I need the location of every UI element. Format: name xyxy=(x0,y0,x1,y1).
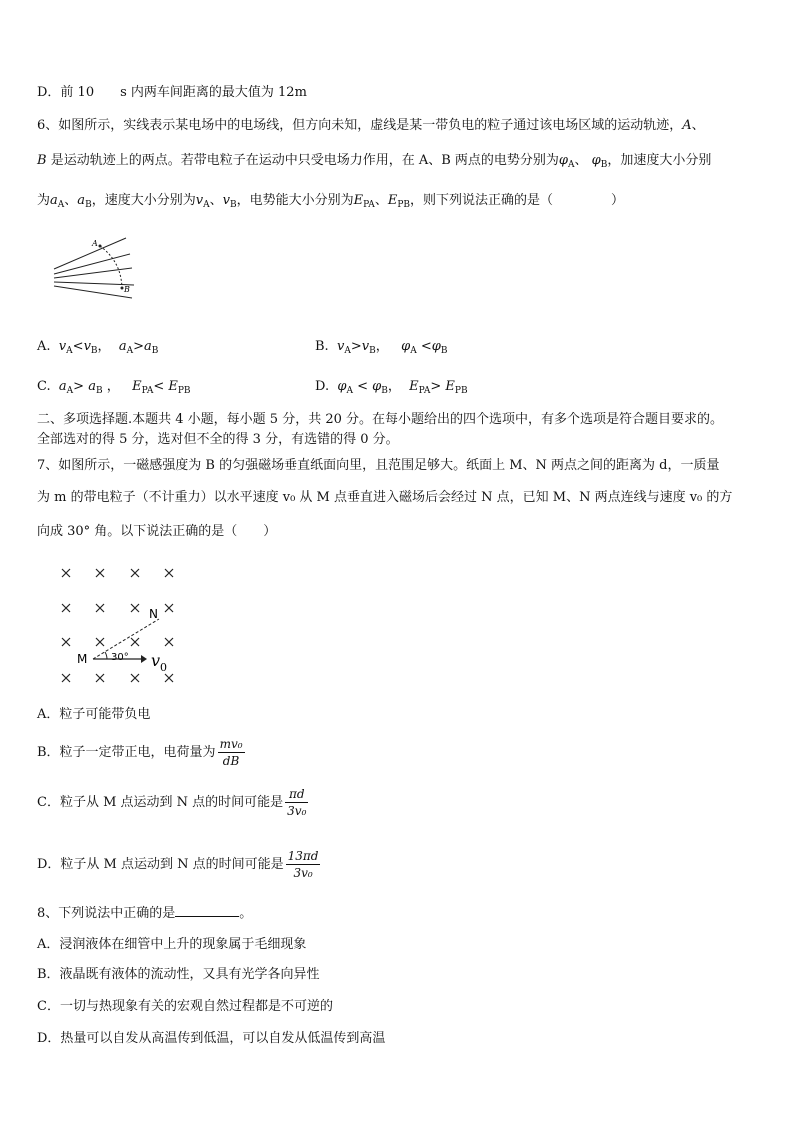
q8-option-b: B．液晶既有液体的流动性，又具有光学各向异性 xyxy=(37,967,320,982)
fraction-time-d: $\frac{13\pi d}{\text{3v₀}}$ xyxy=(287,849,319,880)
q7-option-a: A．粒子可能带负电 xyxy=(37,707,151,722)
q6-option-d: D. $\varphi_A < \varphi_B$， $E_{PA}> E_{PB}$ xyxy=(315,379,468,396)
angle-arc xyxy=(105,652,107,659)
label-v-sub: 0 xyxy=(160,661,167,674)
label-b: B xyxy=(124,285,130,294)
section2-line2: 全部选对的得 5 分，选对但不全的得 3 分，有选错的得 0 分。 xyxy=(37,432,399,447)
field-line xyxy=(54,286,132,298)
q6-stem-line2: B 是运动轨迹上的两点。若带电粒子在运动中只受电场力作用，在 A、B 两点的电势分别为$\varphi_A$、 $\varphi_B$，加速度大小分别 xyxy=(37,153,712,170)
q6-option-b: B. $v_A>v_B$， $\varphi_A <\varphi_B$ xyxy=(315,339,448,356)
q6-option-c: C. $a_A> a_B$ ， $E_{PA}< E_{PB}$ xyxy=(37,379,191,396)
q7-option-c: C．粒子从 M 点运动到 N 点的时间可能是 $\frac{\pi d}{\text{3v₀}}$ xyxy=(37,787,307,818)
q6-stem-line3: 为$a_A$、$a_B$，速度大小分别为$v_A$、$v_B$，电势能大小分别为$E_{PA}$、$E_{PB}$，则下列说法正确的是（ ） xyxy=(37,193,625,210)
q8-stem: 8、下列说法中正确的是 。 xyxy=(37,906,253,921)
q6-field-figure xyxy=(50,232,160,312)
q6-option-a: A. $v_A<v_B$， $a_A>a_B$ xyxy=(37,339,159,356)
q7-stem-line1: 7、如图所示，一磁感强度为 B 的匀强磁场垂直纸面向里，且范围足够大。纸面上 M、N 两点之间的距离为 d，一质量 xyxy=(37,458,720,473)
section2-line1: 二、多项选择题.本题共 4 小题，每小题 5 分，共 20 分。在每小题给出的四个选项中，有多个选项是符合题目要求的。 xyxy=(37,412,724,427)
q8-option-a: A．浸润液体在细管中上升的现象属于毛细现象 xyxy=(37,937,307,952)
label-angle: 30° xyxy=(111,652,129,663)
q6-stem-line1: 6、如图所示，实线表示某电场中的电场线，但方向未知，虚线是某一带负电的粒子通过该电场区域的运动轨迹，A、 xyxy=(37,118,705,133)
q7-magnetic-field-figure xyxy=(55,562,190,692)
q7-option-b: B．粒子一定带正电，电荷量为 $\frac{\text{mv₀}}{dB}$ xyxy=(37,737,243,768)
q7-stem-line3: 向成 30° 角。以下说法正确的是（ ） xyxy=(37,524,277,539)
q5-option-d: D．前 10 s 内两车间距离的最大值为 12m xyxy=(37,85,307,100)
fraction-time-c: $\frac{\pi d}{\text{3v₀}}$ xyxy=(287,787,307,818)
q8-option-c: C．一切与热现象有关的宏观自然过程都是不可逆的 xyxy=(37,999,333,1014)
label-n: N xyxy=(149,607,158,621)
q7-stem-line2: 为 m 的带电粒子（不计重力）以水平速度 v₀ 从 M 点垂直进入磁场后会经过 N 点，已知 M、N 两点连线与速度 v₀ 的方 xyxy=(37,490,733,505)
label-a: A xyxy=(92,239,98,248)
answer-blank xyxy=(175,904,239,917)
point-a xyxy=(99,245,102,248)
fraction-charge: $\frac{\text{mv₀}}{dB}$ xyxy=(219,737,243,768)
label-v: v xyxy=(151,651,161,670)
velocity-arrowhead xyxy=(141,655,147,663)
label-m: M xyxy=(77,652,88,666)
q7-option-d: D．粒子从 M 点运动到 N 点的时间可能是 $\frac{13\pi d}{\text{3v₀}}$ xyxy=(37,849,319,880)
q8-option-d: D．热量可以自发从高温传到低温，可以自发从低温传到高温 xyxy=(37,1031,386,1046)
